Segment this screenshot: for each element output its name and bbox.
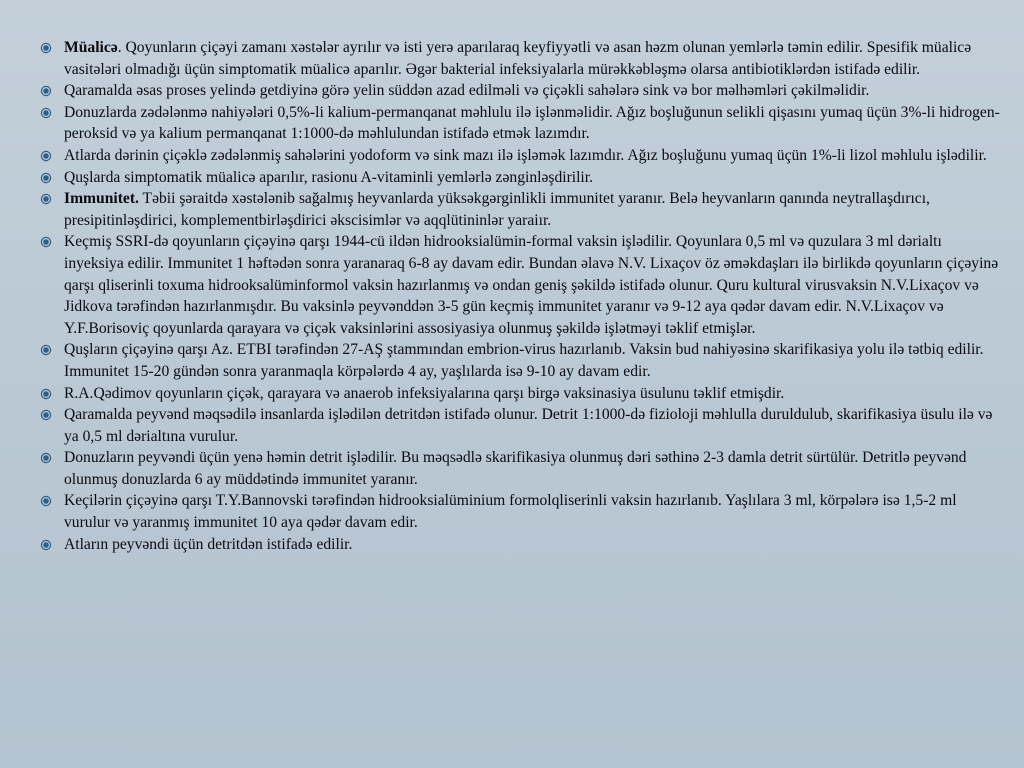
bullet-text: Atların peyvəndi üçün detritdən istifadə edilir.: [64, 535, 353, 553]
bullet-list: [40, 37, 1002, 555]
bullet-text: . Qoyunların çiçəyi zamanı xəstələr ayrılır və isti yerə aparılaraq keyfiyyətli və asan həzm olunan yemlərlə təmin edilir. Spesifik müalicə vasitələri olmadığı üçün simptomatik müalicə aparılır. Əgər bakterial infeksiyalarla mürəkkəbləşmə olarsa antibiotiklərdən istifadə edilir.: [64, 39, 972, 78]
bullet-text: Keçilərin çiçəyinə qarşı T.Y.Bannovski tərəfindən hidrooksialüminium formolqliserinli vaksin hazırlanıb. Yaşlılara 3 ml, körpələrə isə 1,5-2 ml vurulur və yaranmış immunitet 10 aya qədər davam edir.: [64, 492, 957, 532]
bullet-text: Quşlarda simptomatik müalicə aparılır, rasionu A-vitaminli yemlərlə zənginləşdirilir.: [64, 168, 593, 186]
circled-dot-bullet-icon: [40, 42, 52, 54]
bullet-item-11: [40, 447, 1002, 490]
bullet-item-1: [40, 37, 1002, 80]
circled-dot-bullet-icon: [40, 452, 52, 464]
bullet-item-13: [40, 534, 1002, 556]
bullet-text: Keçmiş SSRI-də qoyunların çiçəyinə qarşı 1944-cü ildən hidrooksialümin-formal vaksin işlədilir. Qoyunlara 0,5 ml və quzulara 3 ml dərialtı inyeksiya edilir. Immunitet 1 həftədən sonra yaranaraq 6-8 ay davam edir. Bundan əlavə N.V. Lixaçov öz əməkdaşları ilə birlikdə qoyunların çiçəyinə qarşı qliserinli toxuma hidrooksalüminformol vaksin hazırlanmış və ondan geniş şəkildə istifadə olunur. Quru kultural virusvaksin N.V.Lixaçov və Jidkova tərəfindən hazırlanmışdır. Bu vaksinlə peyvənddən 3-5 gün keçmiş immunitet yaranır və 9-12 aya qədər davam edir. N.V.Lixaçov və Y.F.Borisoviç qoyunlarda qarayara və çiçək vaksinlərini assosiyasiya olunmuş şəkildə işlətməyi təklif etmişlər.: [64, 233, 999, 337]
bullet-text: Qaramalda əsas proses yelində getdiyinə görə yelin süddən azad edilməli və çiçəkli sahələrə sink və bor məlhəmləri çəkilməlidir.: [64, 82, 870, 100]
circled-dot-bullet-icon: [40, 193, 52, 205]
circled-dot-bullet-icon: [40, 388, 52, 400]
bullet-lead: Müalicə: [64, 39, 118, 56]
bullet-item-9: [40, 383, 1002, 405]
bullet-item-10: [40, 404, 1002, 447]
circled-dot-bullet-icon: [40, 495, 52, 507]
circled-dot-bullet-icon: [40, 150, 52, 162]
bullet-text: Donuzlarda zədələnmə nahiyələri 0,5%-li kalium-permanqanat məhlulu ilə işlənməlidir. Ağız boşluğunun selikli qişasını yumaq üçün 3%-li hidrogen-peroksid və ya kalium permanqanat 1:1000-də məhlulundan istifadə etmək lazımdır.: [64, 103, 1000, 143]
bullet-lead: Immunitet.: [64, 190, 139, 208]
bullet-text: Atlarda dərinin çiçəklə zədələnmiş sahələrini yodoform və sink mazı ilə işləmək lazımdır. Ağız boşluğunu yumaq üçün 1%-li lizol məhlulu işlədilir.: [64, 146, 987, 164]
circled-dot-bullet-icon: [40, 344, 52, 356]
bullet-item-4: [40, 145, 1002, 167]
bullet-item-8: [40, 339, 1002, 382]
bullet-text: Quşların çiçəyinə qarşı Az. ETBI tərəfindən 27-AŞ ştammından embrion-virus hazırlanıb. Vaksin bud nahiyəsinə skarifikasiya yolu ilə tətbiq edilir. Immunitet 15-20 gündən sonra yaranmaqla körpələrdə 4 ay, yaşlılarda isə 9-10 ay davam edir.: [64, 341, 984, 380]
bullet-item-3: [40, 102, 1002, 145]
circled-dot-bullet-icon: [40, 85, 52, 97]
circled-dot-bullet-icon: [40, 172, 52, 184]
bullet-item-12: [40, 490, 1002, 533]
bullet-item-2: [40, 80, 1002, 102]
circled-dot-bullet-icon: [40, 236, 52, 248]
bullet-item-7: [40, 231, 1002, 339]
bullet-item-5: [40, 167, 1002, 189]
circled-dot-bullet-icon: [40, 539, 52, 551]
circled-dot-bullet-icon: [40, 409, 52, 421]
bullet-text: Qaramalda peyvənd məqsədilə insanlarda işlədilən detritdən istifadə olunur. Detrit 1:1000-də fizioloji məhlulla duruldulub, skarifikasiya üsulu ilə və ya 0,5 ml dərialtına vurulur.: [64, 406, 993, 445]
bullet-text: Təbii şəraitdə xəstələnib sağalmış heyvanlarda yüksəkgərginlikli immunitet yaranır. Belə heyvanların qanında neytrallaşdırıcı, presipitinləşdirici, komplementbirləşdirici əkscisimlər və aqqlütininlər yaraiır.: [64, 190, 930, 229]
bullet-text: Donuzların peyvəndi üçün yenə həmin detrit işlədilir. Bu məqsədlə skarifikasiya olunmuş dəri səthinə 2-3 damla detrit sürtülür. Detritlə peyvənd olunmuş donuzlarda 6 ay müddətində immunitet yaranır.: [64, 449, 967, 488]
bullet-item-6: [40, 188, 1002, 231]
circled-dot-bullet-icon: [40, 107, 52, 119]
bullet-text: R.A.Qədimov qoyunların çiçək, qarayara və anaerob infeksiyalarına qarşı birgə vaksinasiya üsulunu təklif etmişdir.: [64, 384, 785, 402]
